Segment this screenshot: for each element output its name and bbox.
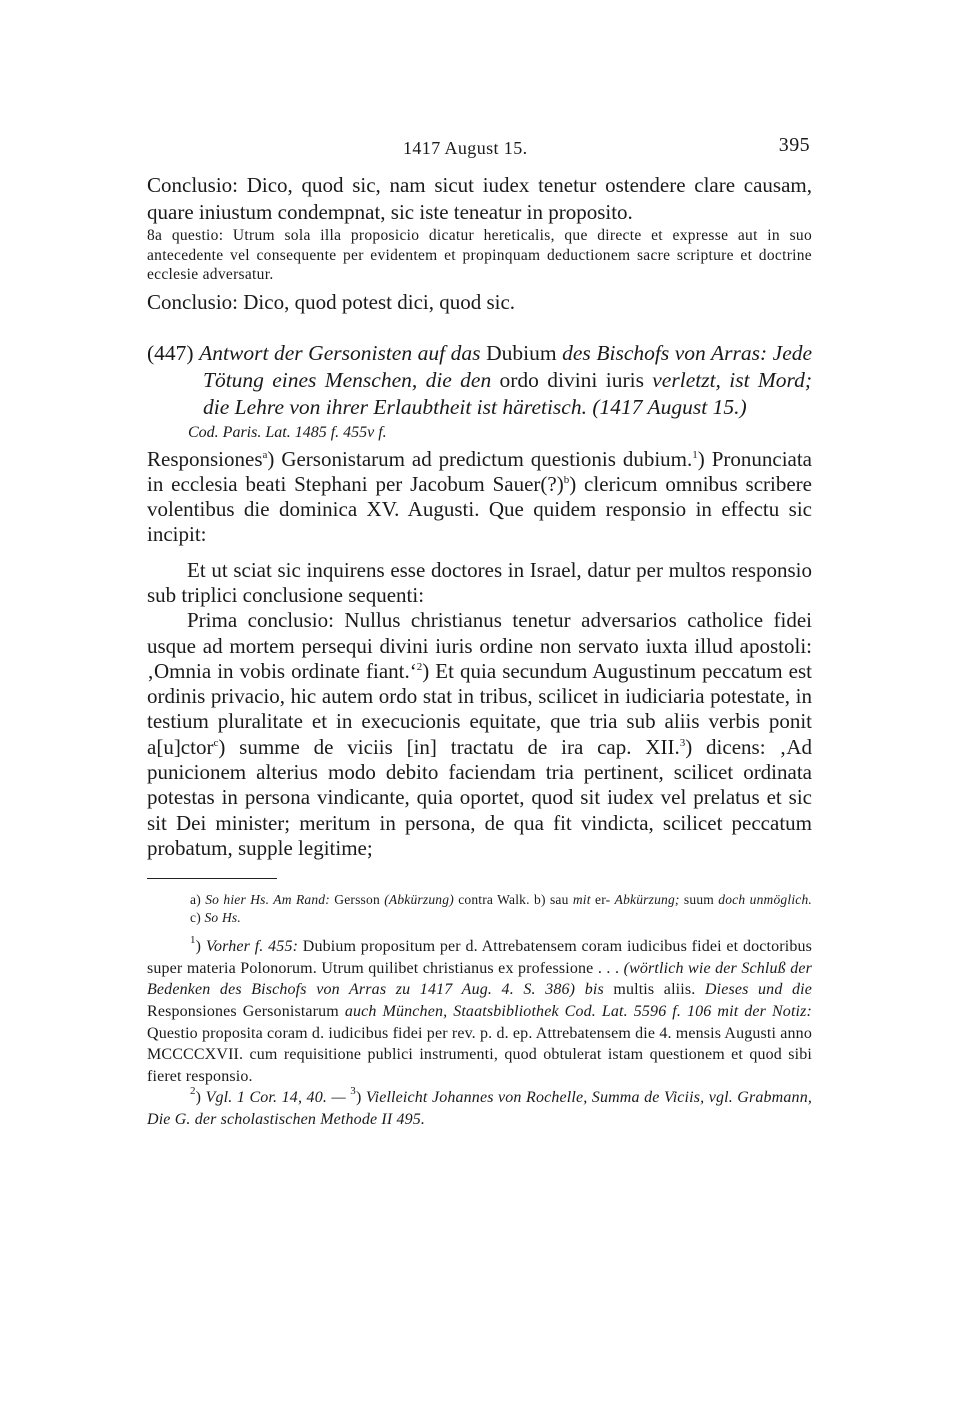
fn1-7: Responsiones Gersonistarum <box>147 1003 345 1021</box>
fn-a-9: suum <box>679 892 719 908</box>
fn-a-11: c) <box>190 910 205 926</box>
intro-paragraph <box>147 447 812 548</box>
fn2-1: ) <box>195 1089 206 1107</box>
note-mark-1: 1 <box>692 448 698 461</box>
body-paragraph-1: Et ut sciat sic inquirens esse doctores in Israel, datur per multos responsio sub triplici conclusione sequenti: <box>147 557 812 607</box>
fn3-2: Vielleicht Johannes von Rochelle, Summa de Viciis, vgl. Grabmann, Die G. der scholastischen Methode II 495. <box>147 1089 812 1128</box>
footnote-letters <box>147 891 812 927</box>
fn-a-12: So Hs. <box>204 910 241 926</box>
fn-a-10: doch unmöglich. <box>718 892 812 908</box>
running-title: 1417 August 15. <box>403 138 528 158</box>
body-text-2d: ) dicens: ‚Ad punicionem alterius modo debito faciendam tria pertinent, scilicet ordinata potestas in persona vindicante, quia oportet, quod sit iudex vel prelatus et sic sit Dei minister; meritum in persona, de qua fit vindicta, scilicet peccatum probatum, supple legitime; <box>147 734 813 860</box>
intro-text-3: ) Pronunciata in ecclesia beati Stephani per Jacobum Sauer(?) <box>147 446 812 496</box>
questio-8-paragraph: 8a questio: Utrum sola illa proposicio dicatur hereticalis, que directe et expresse aut in suo antecedente vel consequente per evidentem et propinquam deductionem sacre scripture et doctrine ecclesie adversatur. <box>147 227 812 283</box>
conclusio-paragraph-1: Conclusio: Dico, quod sic, nam sicut iudex tenetur ostendere clare causam, quare iniustum condempnat, sic iste teneatur in proposito. <box>147 173 812 224</box>
conclusio-paragraph-2: Conclusio: Dico, quod potest dici, quod sic. <box>147 289 516 314</box>
fn1-3: Dubium propositum per d. Attrebatensem coram iudicibus fidei et doctoribus super materia Polonorum. Utrum quilibet christianus ex professione . . . <box>147 938 813 977</box>
body-text-2a: Prima conclusio: Nullus christianus tenetur adversarios catholice fidei usque ad mortem persequi divini iuris ordine non servato iuxta illud apostoli: ‚Omnia in vobis ordinate fiant.‘ <box>147 608 812 683</box>
footnote-divider <box>147 878 277 879</box>
intro-text-1: Responsiones <box>147 446 263 471</box>
fn2-mark: 2 <box>190 1085 196 1098</box>
page-number: 395 <box>778 134 810 156</box>
fn-a-8: Abkürzung; <box>614 892 680 908</box>
fn-a-6: mit <box>572 892 591 908</box>
fn-a-3: Gersson <box>329 892 385 908</box>
fn-a-7: er- <box>590 892 615 908</box>
fn1-1: ) <box>195 938 206 956</box>
book-page <box>147 134 812 1131</box>
fn1-9: Questio proposita coram d. iudicibus fidei per rev. p. d. ep. Attrebatensem die 4. mensis Augusti anno MCCCCXVII. cum requisitione publici instrumenti, quod obtulerat istam questionem et quod sibi fieret responsio. <box>147 1024 812 1085</box>
fn2-2: Vgl. 1 Cor. 14, 40. — <box>205 1089 351 1107</box>
fn1-5: multis aliis. <box>603 981 705 999</box>
footnote-2-3 <box>147 1087 812 1130</box>
fn1-2: Vorher f. 455: <box>205 938 299 956</box>
intro-text-4: ) clericum omnibus scribere volentibus die dominica XV. Augusti. Que quidem responsio in effectu sic incipit: <box>147 471 812 547</box>
fn3-mark: 3 <box>350 1085 356 1098</box>
source-citation: Cod. Paris. Lat. 1485 f. 455v f. <box>188 423 387 441</box>
fn-a-5: contra Walk. b) sau <box>453 892 573 908</box>
heading-part-d: ordo divini iuris <box>499 367 644 392</box>
fn-a-4: (Abkürzung) <box>384 892 454 908</box>
fn3-1: ) <box>355 1089 366 1107</box>
intro-text-2: ) Gersonistarum ad predictum questionis dubium. <box>267 446 693 471</box>
running-head <box>147 134 812 168</box>
fn-a-1: a) <box>190 892 206 908</box>
body-text-2c: ) summe de viciis [in] tractatu de ira cap. XII. <box>218 734 680 759</box>
section-number: (447) <box>147 340 194 365</box>
heading-part-b: Dubium <box>486 340 557 365</box>
note-mark-3: 3 <box>679 736 686 749</box>
note-mark-a: a <box>262 448 268 461</box>
fn1-8: auch München, Staatsbibliothek Cod. Lat. 5596 f. 106 mit der Notiz: <box>344 1003 812 1021</box>
body-text-2b: ) Et quia secundum Augustinum peccatum est ordinis privacio, hic autem ordo stat in tribus, scilicet in iudiciaria potestate, in testium pluralitate et in execucionis equitate, que tria sub aliis verbis ponit a[u]ctor <box>147 658 812 759</box>
fn1-4: (wörtlich wie der Schluß der Bedenken des Bischofs von Arras zu 1417 Aug. 4. S. 386) bis <box>147 959 812 999</box>
footnote-1 <box>147 936 812 1087</box>
section-heading <box>147 340 812 421</box>
note-mark-2: 2 <box>416 660 423 673</box>
fn1-6: Dieses und die <box>704 981 813 999</box>
heading-part-e: verletzt, ist Mord; die Lehre von ihrer Erlaubtheit ist häretisch. (1417 August 15.) <box>203 367 812 419</box>
body-paragraph-2 <box>147 608 812 861</box>
note-mark-c: c <box>213 736 219 749</box>
heading-part-c: des Bischofs von Arras: Jede Tötung eines Menschen, die den <box>203 340 813 392</box>
heading-part-a: Antwort der Gersonisten auf das <box>199 340 481 365</box>
note-mark-b: b <box>563 473 570 486</box>
fn-a-2: So hier Hs. Am Rand: <box>205 892 330 908</box>
fn1-mark: 1 <box>190 934 196 947</box>
